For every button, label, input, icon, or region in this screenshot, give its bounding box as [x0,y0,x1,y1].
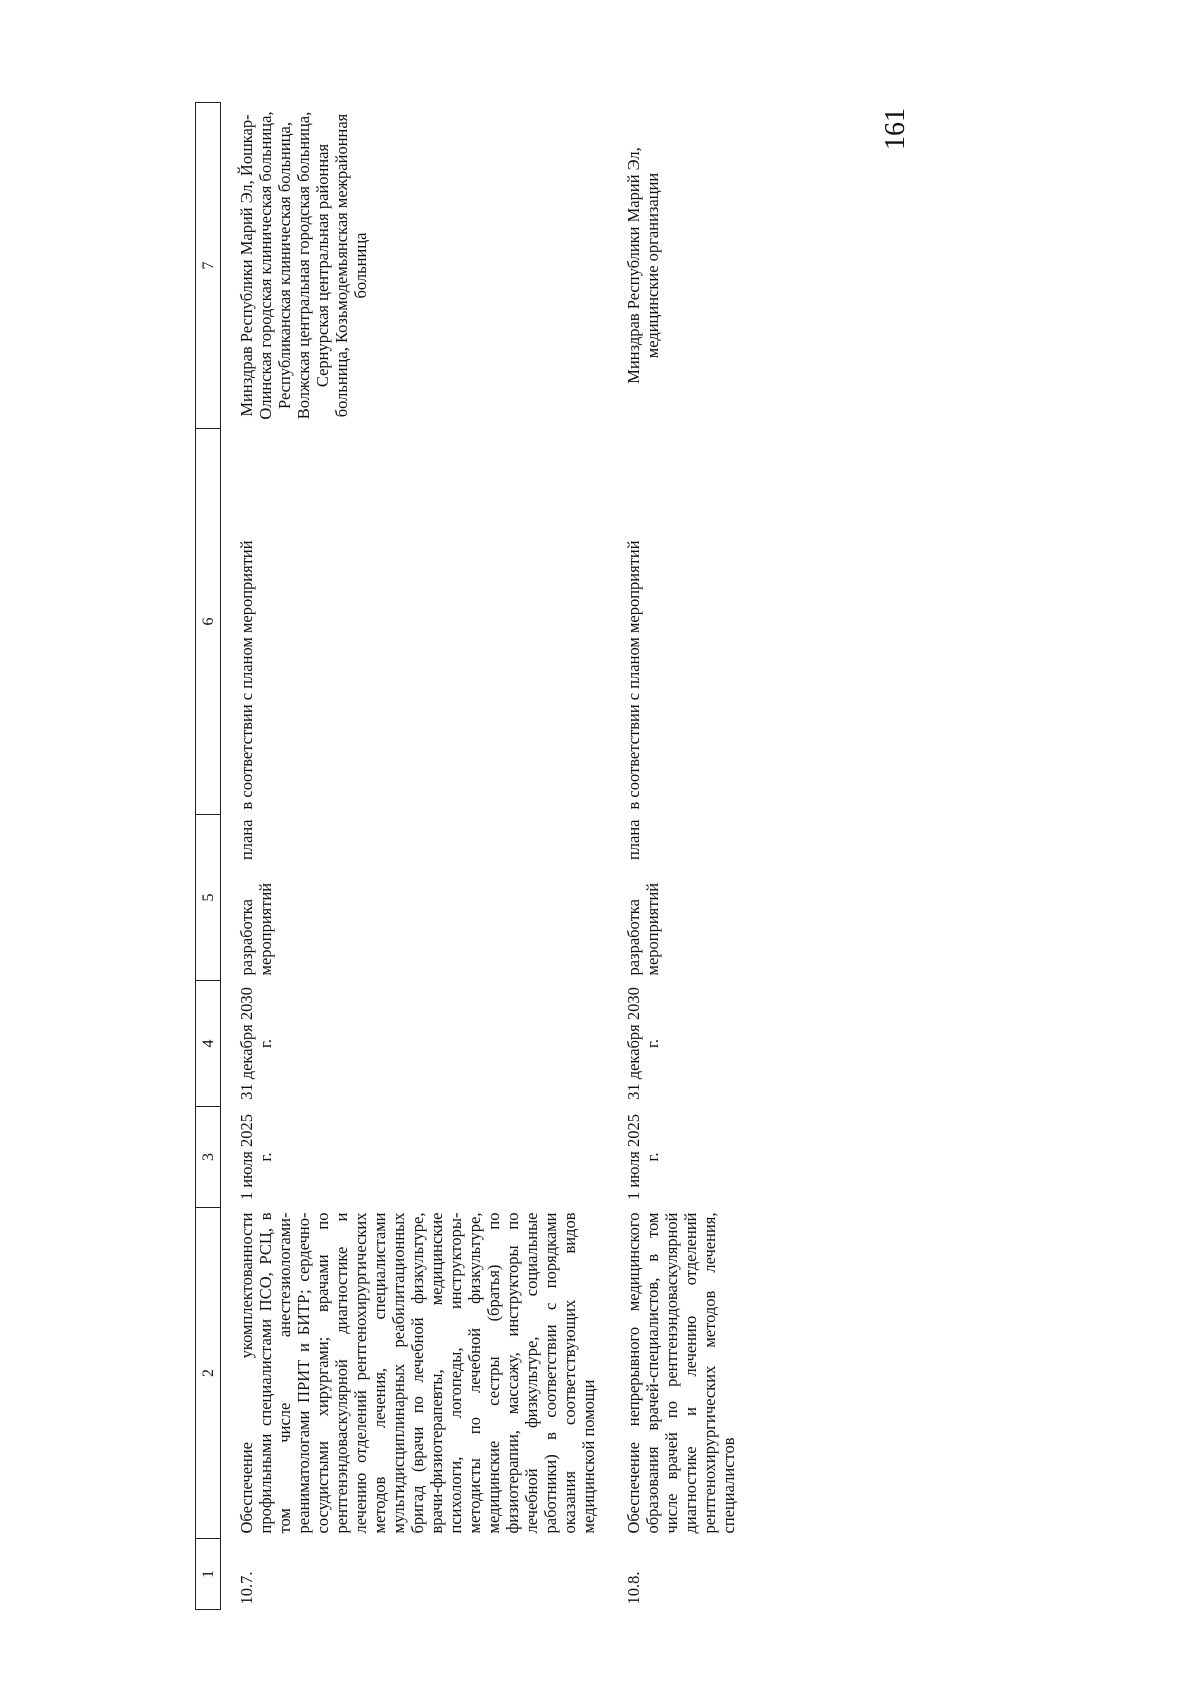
measures-table [195,102,748,1610]
indicator-text: в соответствии с планом мероприятий [237,540,256,810]
indicator-text: в соответствии с планом мероприятий [624,540,643,810]
measure-text: Обеспечение укомплектованности профильными специалистами ПСО, РСЦ, в том числе анестезиологами-реаниматологами ПРИТ и БИТР; сердечно-сосудистыми хирургами; врачами по рентгенэндоваскулярной диагностике и лечению отделений рентгенохирургических методов лечения, специалистами мультидисциплинарных реабилитационных бригад (врачи по лечебной физкультуре, врачи-физиотерапевты, медицинские психологи, логопеды, инструкторы-методисты по лечебной физкультуре, медицинские сестры (братья) по физиотерапии, массажу, инструкторы по лечебной физкультуре, социальные работники) в соответствии с порядками оказания соответствующих видов медицинской помощи [237,1212,598,1534]
end-date: 31 декабря 2030 г. [624,987,662,1100]
row-number: 10.8. [624,1571,643,1605]
col-header-2: 2 [196,1208,221,1539]
header-row [196,103,221,1610]
end-date: 31 декабря 2030 г. [237,987,275,1100]
start-date: 1 июля 2025 г. [624,1113,662,1201]
responsible-text: Минздрав Республики Марий Эл, медицинские организации [624,147,662,384]
rotated-table-container [195,110,935,1610]
col-header-4: 4 [196,981,221,1107]
col-header-5: 5 [196,815,221,981]
responsible-text: Минздрав Республики Марий Эл, Йошкар-Олинская городская клиническая больница, Республиканская клиническая больница, Волжская центральная городская больница, Сернурская центральная районная больница, Козьмодемьянская межрайонная больница [237,111,370,420]
col-header-6: 6 [196,429,221,815]
col-header-3: 3 [196,1107,221,1208]
result-text: разработка плана мероприятий [624,819,662,976]
result-text: разработка плана мероприятий [237,819,275,976]
page-number: 161 [880,108,911,150]
table-row [608,103,748,1610]
col-header-1: 1 [196,1539,221,1610]
start-date: 1 июля 2025 г. [237,1113,275,1201]
measure-text: Обеспечение непрерывного медицинского образования врачей-специалистов, в том числе врачей по рентгенэндоваскулярной диагностике и лечению отделений рентгенохирургических методов лечения, специалистов [624,1212,738,1534]
row-number: 10.7. [237,1571,256,1605]
table-row [221,103,609,1610]
col-header-7: 7 [196,103,221,429]
